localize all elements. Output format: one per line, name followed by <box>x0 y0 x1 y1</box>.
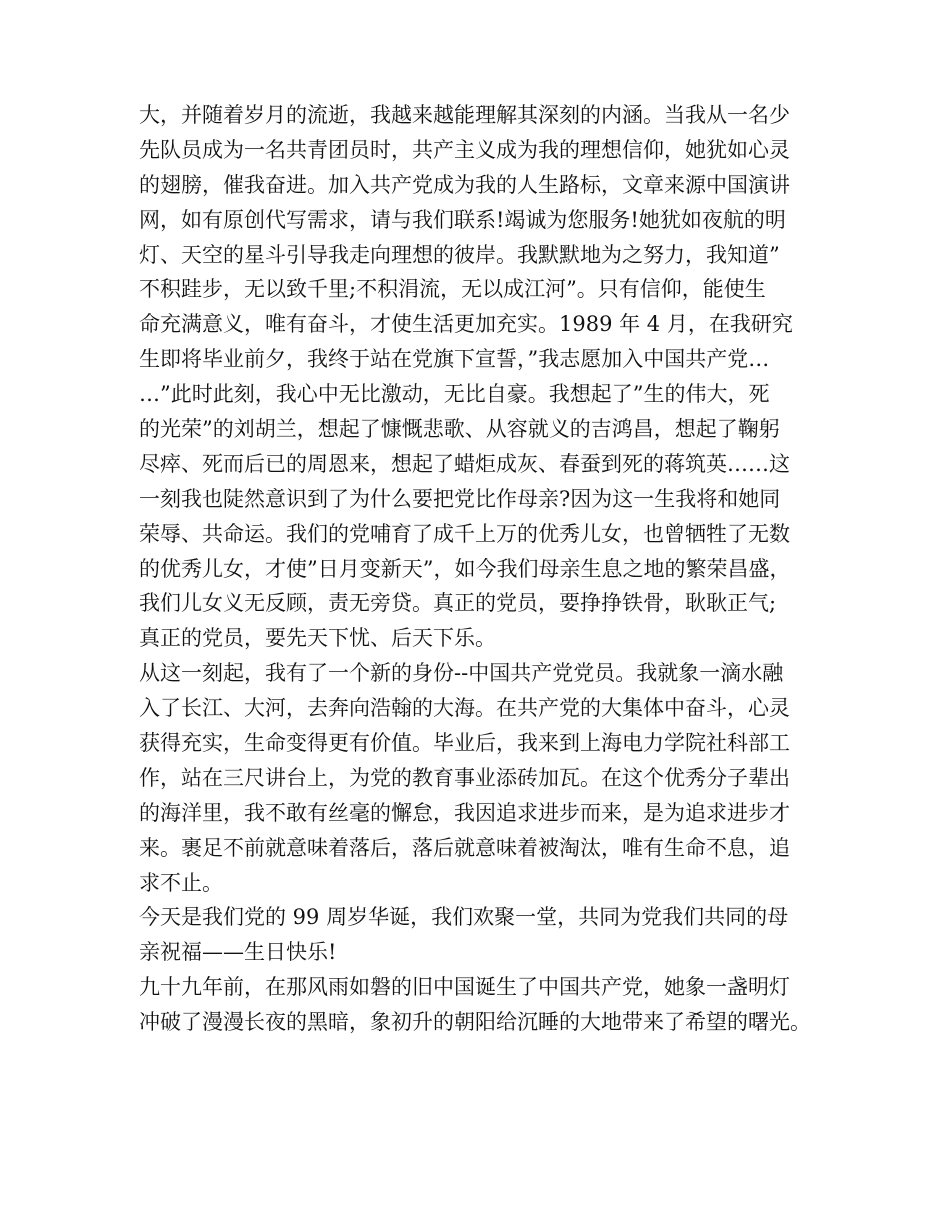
text-line: 的优秀儿女，才使”日月变新天”，如今我们母亲生息之地的繁荣昌盛， <box>139 556 791 581</box>
text-line: 真正的党员，要先天下忧、后天下乐。 <box>139 626 496 651</box>
text-line: 作，站在三尺讲台上，为党的教育事业添砖加瓦。在这个优秀分子辈出 <box>139 765 790 790</box>
text-line: …”此时此刻，我心中无比激动，无比自豪。我想起了”生的伟大，死 <box>139 382 770 407</box>
text-line: 一刻我也陡然意识到了为什么要把党比作母亲?因为这一生我将和她同 <box>139 486 781 511</box>
text-line: 灯、天空的星斗引导我走向理想的彼岸。我默默地为之努力，我知道” <box>139 242 780 267</box>
text-line: 的光荣”的刘胡兰，想起了慷慨悲歌、从容就义的吉鸿昌，想起了鞠躬 <box>139 417 780 442</box>
text-line: 从这一刻起，我有了一个新的身份--中国共产党党员。我就象一滴水融 <box>139 661 784 686</box>
text-line: 的海洋里，我不敢有丝毫的懈怠，我因追求进步而来，是为追求进步才 <box>139 800 790 825</box>
text-line: 荣辱、共命运。我们的党哺育了成千上万的优秀儿女，也曾牺牲了无数 <box>139 521 790 546</box>
text-line: 今天是我们党的 99 周岁华诞，我们欢聚一堂，共同为党我们共同的母 <box>139 905 789 930</box>
text-line: 尽瘁、死而后已的周恩来，想起了蜡炬成灰、春蚕到死的蒋筑英……这 <box>139 451 790 476</box>
text-line: 生即将毕业前夕，我终于站在党旗下宣誓，”我志愿加入中国共产党… <box>139 347 770 372</box>
text-line: 亲祝福——生日快乐! <box>139 940 337 965</box>
text-line: 入了长江、大河，去奔向浩翰的大海。在共产党的大集体中奋斗，心灵 <box>139 696 790 721</box>
text-line: 九十九年前，在那风雨如磐的旧中国诞生了中国共产党，她象一盏明灯 <box>139 975 790 1000</box>
body-text <box>139 98 819 1040</box>
text-line: 网，如有原创代写需求，请与我们联系!竭诚为您服务!她犹如夜航的明 <box>139 207 786 232</box>
text-line: 冲破了漫漫长夜的黑暗，象初升的朝阳给沉睡的大地带来了希望的曙光。 <box>139 1010 811 1035</box>
text-line: 的翅膀，催我奋进。加入共产党成为我的人生路标，文章来源中国演讲 <box>139 172 790 197</box>
text-line: 先队员成为一名共青团员时，共产主义成为我的理想信仰，她犹如心灵 <box>139 137 790 162</box>
text-line: 不积跬步，无以致千里;不积涓流，无以成江河”。只有信仰，能使生 <box>139 277 766 302</box>
text-line: 求不止。 <box>139 870 223 895</box>
text-line: 获得充实，生命变得更有价值。毕业后，我来到上海电力学院社科部工 <box>139 731 790 756</box>
text-line: 命充满意义，唯有奋斗，才使生活更加充实。1989 年 4 月，在我研究 <box>139 312 793 337</box>
text-line: 来。裹足不前就意味着落后，落后就意味着被淘汰，唯有生命不息，追 <box>139 835 790 860</box>
text-line: 大，并随着岁月的流逝，我越来越能理解其深刻的内涵。当我从一名少 <box>139 103 790 127</box>
text-line: 我们儿女义无反顾，责无旁贷。真正的党员，要挣挣铁骨，耿耿正气; <box>139 591 777 616</box>
